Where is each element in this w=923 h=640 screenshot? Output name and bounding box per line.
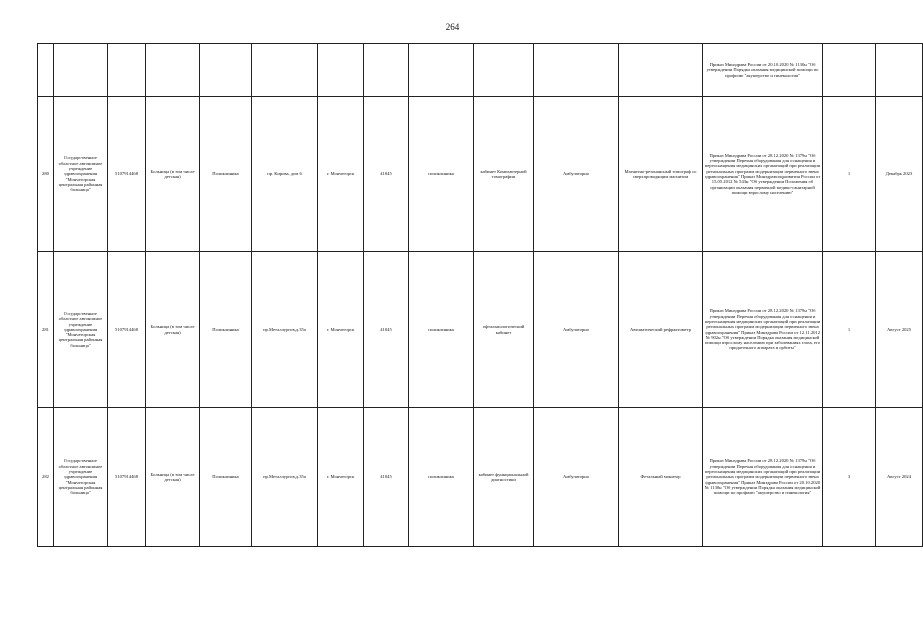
cell-room: кабинет Компьютерной томографии [474, 97, 534, 252]
cell-care: Амбулаторно [534, 408, 619, 547]
cell-unit: Поликлиника [200, 252, 252, 408]
cell-qty: 1 [823, 97, 876, 252]
cell-num: 280 [38, 97, 54, 252]
table-row [38, 252, 923, 408]
cell-dept: поликлиника [409, 252, 474, 408]
cell-equip: Автоматический рефрактометр [619, 252, 703, 408]
cell-type [146, 44, 200, 97]
cell-doc: Приказ Минздрава России от 20.10.2020 № 1130н "Об утверждении Порядка оказания медицинской помощи по профилю "акушерство и гинекология" [703, 44, 823, 97]
cell-dept: поликлиника [409, 408, 474, 547]
cell-unit [200, 44, 252, 97]
cell-unit: Поликлиника [200, 97, 252, 252]
cell-date: Декабрь 2023 [876, 97, 923, 252]
cell-code: 41045 [364, 97, 409, 252]
cell-care: Амбулаторно [534, 97, 619, 252]
cell-inn: 5107914468 [108, 97, 146, 252]
cell-city: г. Мончегорск [318, 97, 364, 252]
cell-inn [108, 44, 146, 97]
table-row [38, 97, 923, 252]
cell-type: Больница (в том числе детская) [146, 97, 200, 252]
cell-care: Амбулаторно [534, 252, 619, 408]
cell-dept [409, 44, 474, 97]
cell-doc: Приказ Минздрава России от 28.12.2020 № 1379н "Об утверждении Перечня оборудования для оснащения и переоснащения медицинских организаций при реализации региональных программ модернизации первичного звена здравоохранения" Приказ Минздрава России от 20.10.2020 № 1130н "Об утверждении Порядка оказания медицинской помощи по профилю "акушерство и гинекология" [703, 408, 823, 547]
cell-doc: Приказ Минздрава России от 28.12.2020 № 1379н "Об утверждении Перечня оборудования для оснащения и переоснащения медицинских организаций при реализации региональных программ модернизации первичного звена здравоохранения" Приказ Минздрава России от 12.11.2012 № 902н "Об утверждении Порядка оказания медицинской помощи взрослому населению при заболеваниях глаза, его придаточного аппарата и орбиты" [703, 252, 823, 408]
cell-qty: 3 [823, 408, 876, 547]
cell-num: 281 [38, 252, 54, 408]
cell-equip: Магнитно-резонансный томограф со сверхпроводящим магнитом [619, 97, 703, 252]
cell-inn: 5107914468 [108, 408, 146, 547]
cell-org: Государственное областное автономное учреждение здравоохранения "Мончегорская центральная районная больница" [54, 252, 108, 408]
cell-qty [823, 44, 876, 97]
cell-code: 41045 [364, 408, 409, 547]
cell-num: 282 [38, 408, 54, 547]
cell-room: кабинет функциональной диагностики [474, 408, 534, 547]
cell-type: Больница (в том числе детская) [146, 252, 200, 408]
table-row [38, 408, 923, 547]
cell-org [54, 44, 108, 97]
cell-code: 41045 [364, 252, 409, 408]
table-row [38, 44, 923, 97]
cell-care [534, 44, 619, 97]
cell-num [38, 44, 54, 97]
cell-equip [619, 44, 703, 97]
cell-org: Государственное областное автономное учреждение здравоохранения "Мончегорская центральная районная больница" [54, 97, 108, 252]
cell-city [318, 44, 364, 97]
cell-unit: Поликлиника [200, 408, 252, 547]
cell-type: Больница (в том числе детская) [146, 408, 200, 547]
cell-address: пр. Кирова, дом 6 [252, 97, 318, 252]
cell-equip: Фетальный монитор [619, 408, 703, 547]
cell-date: Август 2025 [876, 252, 923, 408]
cell-city: г. Мончегорск [318, 252, 364, 408]
cell-room: офтальмологический кабинет [474, 252, 534, 408]
cell-inn: 5107914468 [108, 252, 146, 408]
cell-qty: 1 [823, 252, 876, 408]
cell-dept: поликлиника [409, 97, 474, 252]
cell-room [474, 44, 534, 97]
equipment-table [37, 43, 923, 547]
cell-city: г. Мончегорск [318, 408, 364, 547]
cell-address: пр.Металлургов,д.35а [252, 252, 318, 408]
cell-date [876, 44, 923, 97]
cell-address: пр.Металлургов,д.35а [252, 408, 318, 547]
cell-date: Август 2024 [876, 408, 923, 547]
cell-address [252, 44, 318, 97]
cell-doc: Приказ Минздрава России от 28.12.2020 № 1379н "Об утверждении Перечня оборудования для оснащения и переоснащения медицинских организаций при реализации региональных программ модернизации первичного звена здравоохранения" Приказ Минздравсоцразвития России от 15.05.2012 № 543н "Об утверждении Положения об организации оказания первичной медико-санитарной помощи взрослому населению" [703, 97, 823, 252]
cell-org: Государственное областное автономное учреждение здравоохранения "Мончегорская центральная районная больница" [54, 408, 108, 547]
page-number: 264 [445, 22, 460, 32]
cell-code [364, 44, 409, 97]
